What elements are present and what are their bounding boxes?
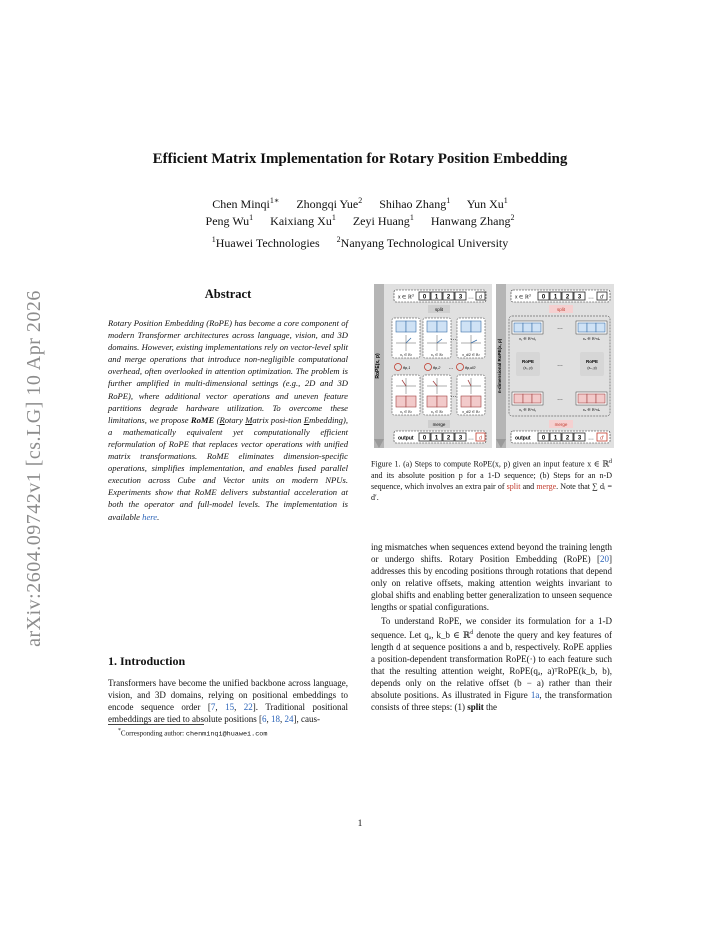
arxiv-stamp-text: arXiv:2604.09742v1 [cs.LG] 10 Apr 2026: [22, 289, 45, 647]
cell-label: d: [479, 294, 482, 301]
intro-text: Transformers have become the unified backbone across language, vision, and 3D domains, relying on positional embeddings to encode sequence order [7, 15, 22]. Traditional positional embeddings are tied to absolute positions [6, 18, 24], caus-: [108, 678, 348, 725]
ellipsis: …: [450, 393, 457, 399]
figure-1: [373, 283, 615, 449]
page-number: 1: [357, 819, 363, 829]
code-link[interactable]: here: [142, 511, 158, 522]
rope-label: RoPE: [585, 359, 599, 364]
cell-label: …: [468, 435, 474, 442]
cell-label: d′: [600, 435, 604, 442]
merge-label: merge: [432, 422, 446, 427]
cell-label: 3: [577, 435, 582, 442]
author: Shihao Zhang$^1$: [379, 196, 451, 211]
figure-panel-b: [496, 284, 614, 448]
cell-label: …: [588, 435, 594, 442]
citation-link[interactable]: 24: [284, 714, 294, 725]
split-label: split: [556, 307, 566, 312]
citation-link[interactable]: 22: [243, 702, 253, 713]
output-vector-cells: [538, 433, 607, 442]
cell-label: 0: [422, 294, 427, 301]
affiliations: [0, 235, 720, 251]
rope-label: RoPE: [521, 359, 535, 364]
footnote-rule: [108, 724, 204, 725]
rope-args: (x₁, p): [523, 366, 533, 370]
cell-label: 1: [434, 435, 439, 442]
sub-label: x_d/2 ∈ ℝ²: [462, 410, 480, 414]
rope-args: (xₙ, p): [587, 366, 597, 370]
cell-label: d′: [600, 294, 604, 301]
input-vector-cells: [538, 292, 607, 301]
affiliation: $^2$Nanyang Technological University: [336, 235, 509, 250]
theta-label: θp,d/2: [465, 366, 476, 370]
author: Peng Wu$^1$: [205, 213, 254, 228]
sub-label: x₁ ∈ ℝ^d₁: [519, 408, 536, 412]
cell-label: 0: [541, 435, 546, 442]
input-vector-label: x ∈ ℝ$^d$: [515, 293, 531, 301]
panel-side-label: n-dimensional RoPE(x, p): [497, 338, 502, 394]
ellipsis: …: [448, 365, 454, 371]
theta-label: θp,2: [433, 366, 441, 370]
cell-label: 2: [565, 435, 570, 442]
cell-label: …: [588, 294, 594, 301]
output-label: output: [515, 435, 531, 442]
citation-link[interactable]: 6: [261, 714, 267, 725]
paragraph: To understand RoPE, we consider its formulation for a 1-D sequence. Let qₐ, k_b ∈ ℝ$^d$ denote the query and key features of length d at sequence positions a and b, respectively. RoPE applies a position-dependent transformation RoPE(·) to each feature such that the resulting attention weight, RoPE(qₐ, a)ᵀRoPE(k_b, b), depends only on the relative offset (b − a) rather than their absolute positions. As illustrated in Figure 1a, the transformation consists of three steps: (1) split the: [371, 615, 612, 713]
cell-label: 3: [577, 294, 582, 301]
cell-label: …: [468, 294, 474, 301]
cell-label: 1: [434, 294, 439, 301]
cell-label: 2: [446, 294, 451, 301]
cell-label: 3: [458, 435, 463, 442]
authors-line-1: [0, 196, 720, 212]
abstract-heading: Abstract: [204, 287, 252, 301]
author: Hanwang Zhang$^2$: [430, 213, 515, 228]
cell-label: d: [479, 435, 482, 442]
email: chenminqi@huawei.com: [185, 730, 268, 739]
author: Yun Xu$^1$: [466, 196, 508, 211]
paper-title: Efficient Matrix Implementation for Rotary Position Embedding: [152, 151, 568, 167]
rotated-blocks: [392, 375, 485, 415]
authors-line-2: [0, 213, 720, 229]
split-blocks: [392, 318, 485, 358]
cell-label: 0: [541, 294, 546, 301]
theta-label: θp,1: [403, 366, 411, 370]
arxiv-stamp: [14, 258, 54, 678]
abstract-text: Rotary Position Embedding (RoPE) has become a core component of modern Transformer architectures across language, vision, and 3D domains. However, existing implementations rely on vector-level split and merge operations that introduce non-negligible computational overhead, often overlooked in attention optimization. The problem is further amplified in multi-dimensional settings (e.g., 2D and 3D RoPE), where additional vector operations and uneven feature partitions degrade hardware utilization. To overcome these limitations, we propose RoME (Rotary Matrix posi-tion Embedding), a mathematically equivalent yet computationally efficient reformulation of RoPE that replaces vector operations with unified matrix transformations. RoME eliminates dimension-specific operations, simplifies implementation, and enables fused parallel execution across Cube and Vector units on modern NPUs. Experiments show that RoME delivers substantial acceleration at both the operator and full-model levels. The implementation is available here.: [108, 318, 348, 522]
ellipsis: …: [557, 362, 563, 368]
sub-label: x₁ ∈ ℝ²: [400, 410, 412, 414]
figure-caption: Figure 1. (a) Steps to compute RoPE(x, p) given an input feature x ∈ ℝ$^d$ and its absolute position p for a 1-D sequence; (b) Steps for an n-D sequence, which involves an extra pair of split and merge. Note that ∑ dᵢ = d′.: [371, 459, 612, 502]
author: Zeyi Huang$^1$: [352, 213, 414, 228]
input-vector-label: x ∈ ℝ$^d$: [398, 293, 414, 301]
ellipsis: …: [557, 325, 563, 331]
figure-panel-a: [374, 284, 492, 448]
citation-link[interactable]: 7: [210, 702, 216, 713]
right-column-text: [371, 541, 612, 713]
author: Kaixiang Xu$^1$: [270, 213, 336, 228]
sub-label: x₁ ∈ ℝ²: [400, 353, 412, 357]
cell-label: 2: [446, 435, 451, 442]
citation-link[interactable]: 15: [225, 702, 235, 713]
output-label: output: [398, 435, 414, 442]
ellipsis: …: [450, 336, 457, 342]
intro-heading: 1. Introduction: [108, 654, 186, 668]
sub-label: x_d/2 ∈ ℝ²: [462, 353, 480, 357]
citation-link[interactable]: 20: [600, 554, 609, 565]
paragraph: ing mismatches when sequences extend beyond the training length or undergo shifts. Rotary Position Embedding (RoPE) [20] addresses this by encoding positions through rotations that depend only on relative offsets, making attention weights invariant to global shifts and enabling better generalization to unseen sequence lengths or spatial configurations.: [371, 542, 612, 613]
citation-link[interactable]: 18: [270, 714, 280, 725]
cell-label: 1: [553, 294, 558, 301]
cell-label: 2: [565, 294, 570, 301]
cell-label: 3: [458, 294, 463, 301]
rope-box: [580, 352, 604, 376]
affiliation: $^1$Huawei Technologies: [211, 235, 320, 250]
footnote: *Corresponding author: chenminqi@huawei.com: [118, 728, 268, 739]
sub-label: xₙ ∈ ℝ^dₙ: [582, 408, 601, 412]
sub-label: x₂ ∈ ℝ²: [430, 410, 444, 414]
rope-box: [516, 352, 540, 376]
author: Zhongqi Yue$^2$: [296, 196, 363, 211]
sub-label: xₙ ∈ ℝ^dₙ: [582, 337, 601, 341]
figure-ref-link[interactable]: 1a: [530, 690, 540, 701]
split-label: split: [434, 307, 444, 312]
merge-label: merge: [554, 422, 568, 427]
cell-label: 0: [422, 435, 427, 442]
cell-label: 1: [553, 435, 558, 442]
sub-label: x₂ ∈ ℝ²: [430, 353, 444, 357]
ellipsis: …: [557, 396, 563, 402]
panel-side-label: RoPE(x, p): [375, 353, 381, 379]
author: Chen Minqi$^{1∗}$: [212, 196, 280, 211]
sub-label: x₁ ∈ ℝ^d₁: [519, 337, 536, 341]
